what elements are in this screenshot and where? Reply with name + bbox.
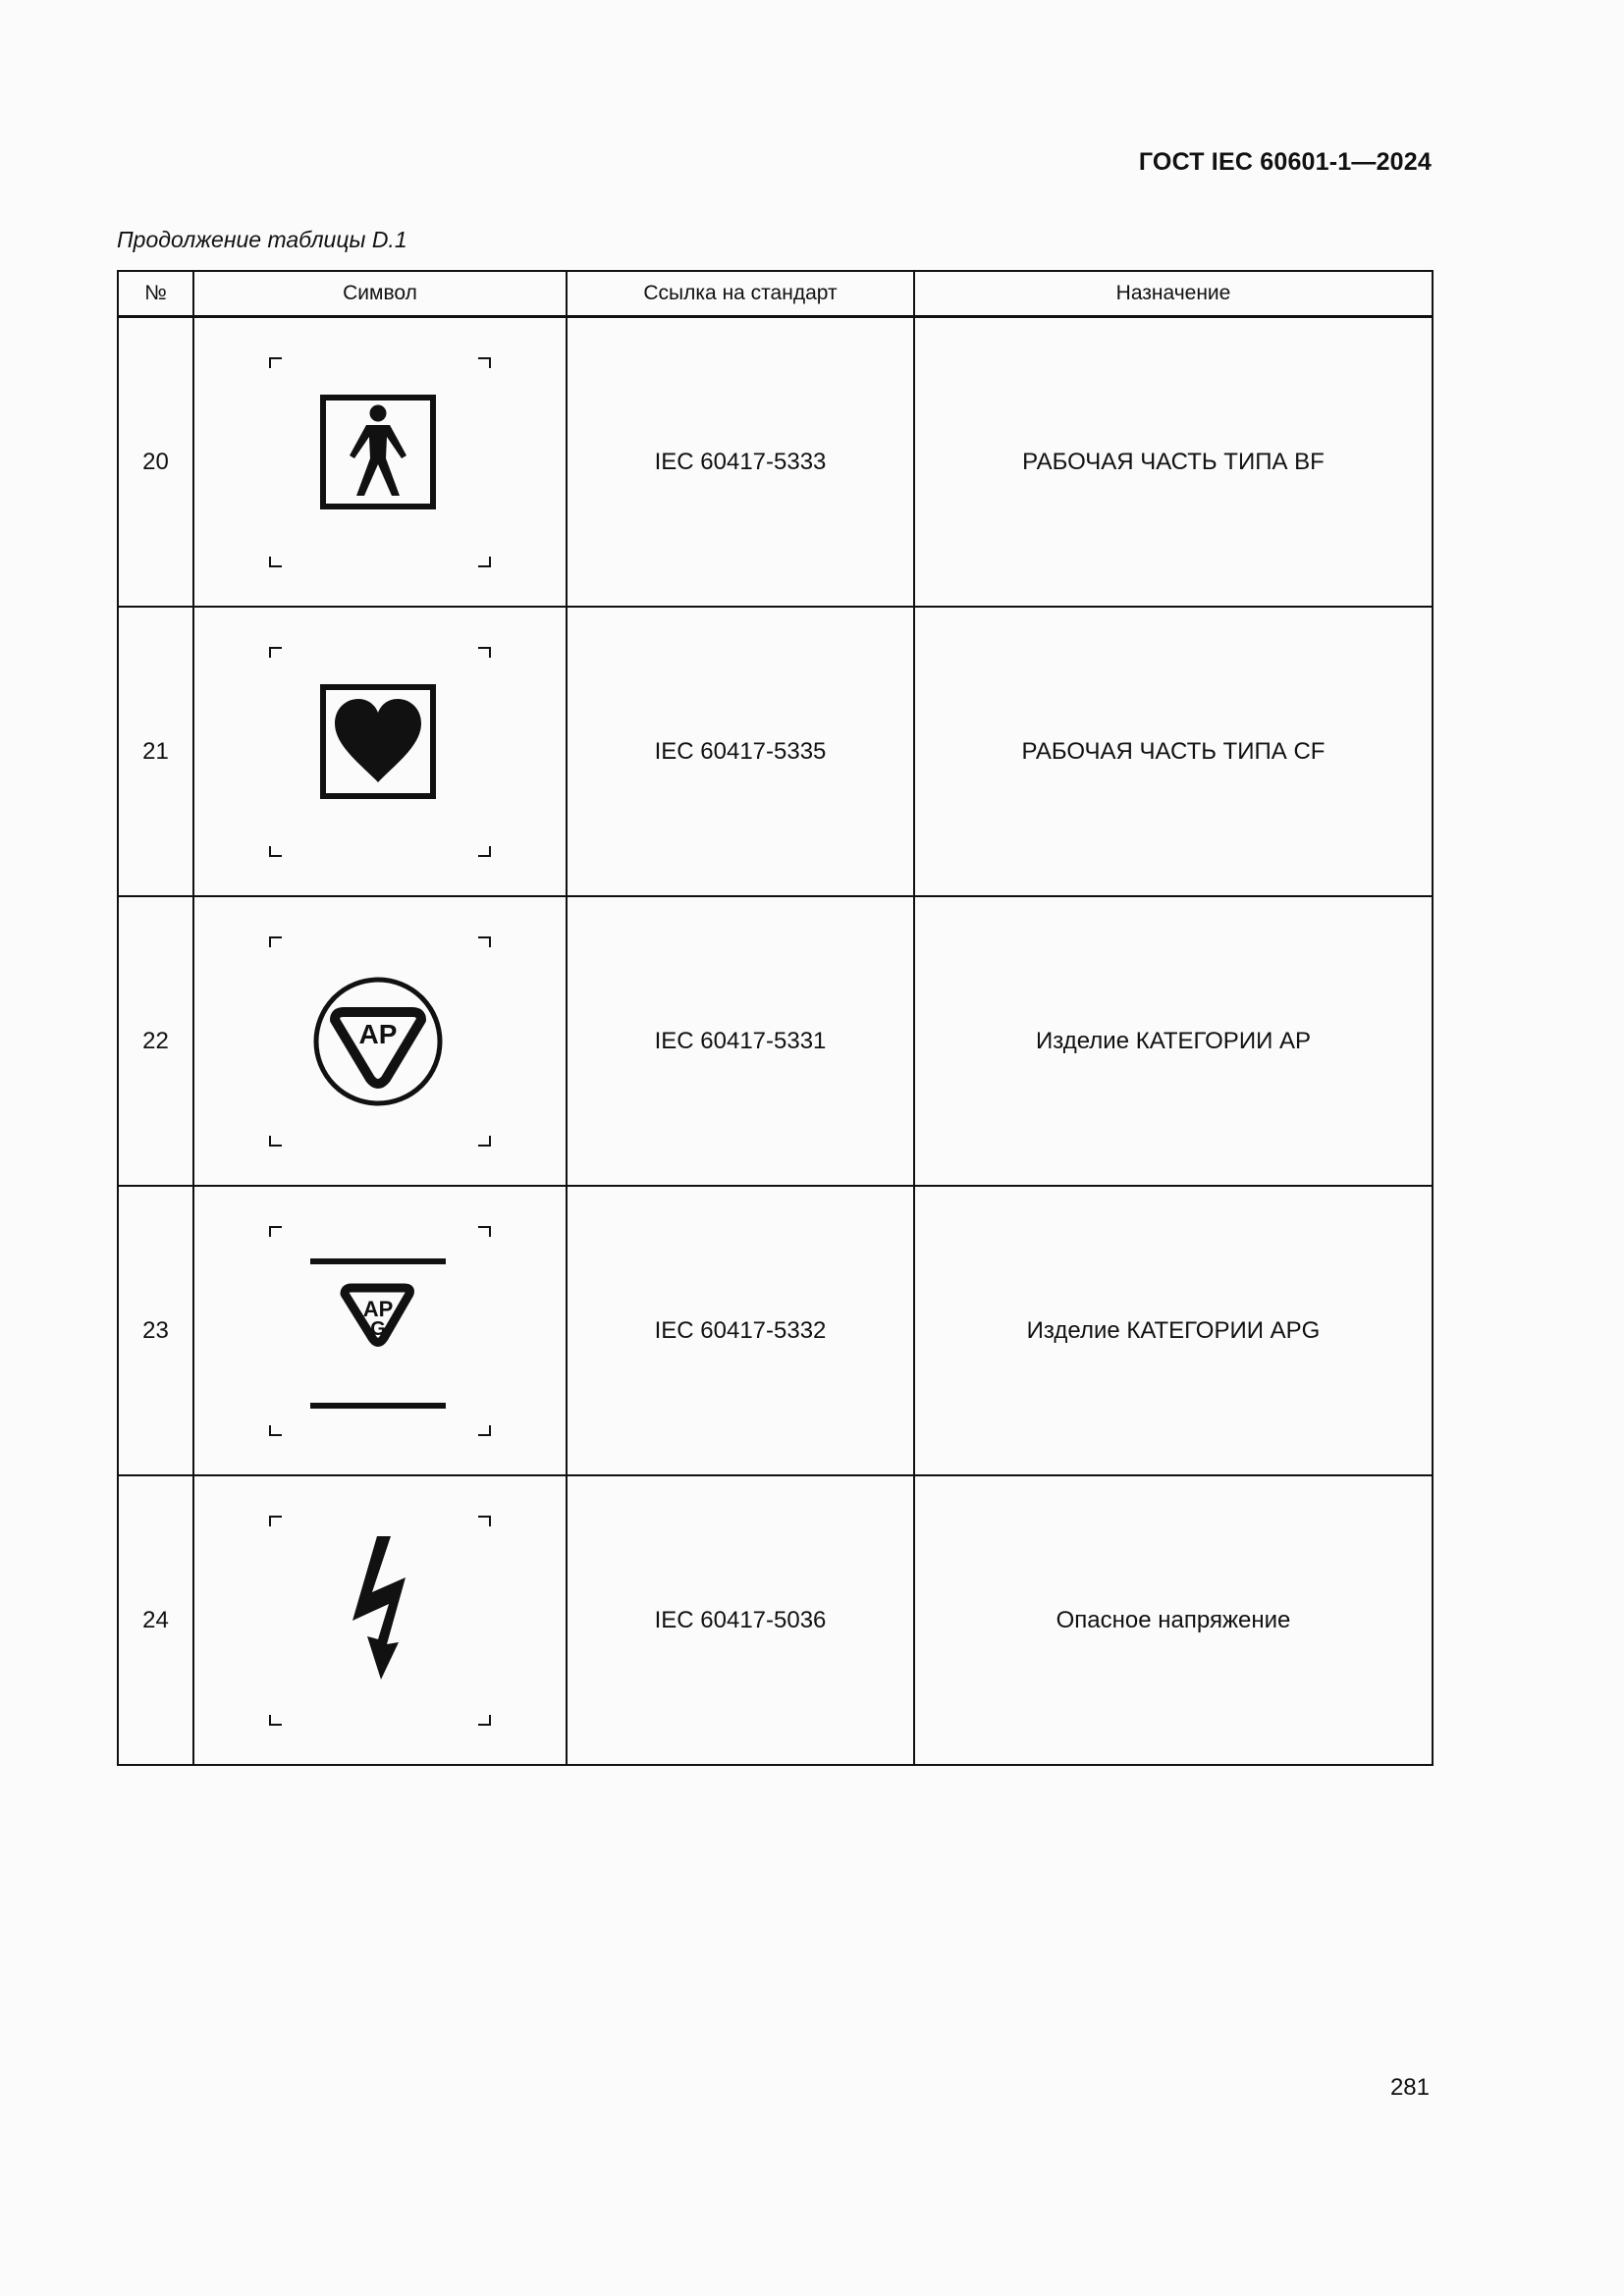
table-row xyxy=(118,896,1433,1186)
row-number: 20 xyxy=(118,317,193,608)
purpose-cell: РАБОЧАЯ ЧАСТЬ ТИПА BF xyxy=(914,317,1433,608)
reference-cell: IEC 60417-5332 xyxy=(567,1186,914,1475)
table-caption: Продолжение таблицы D.1 xyxy=(117,227,407,252)
table-row xyxy=(118,607,1433,896)
page-number: 281 xyxy=(1389,2074,1430,2101)
purpose-cell: Опасное напряжение xyxy=(914,1475,1433,1765)
reference-cell: IEC 60417-5333 xyxy=(567,317,914,608)
category-ap-icon xyxy=(252,914,508,1169)
table-row xyxy=(118,1475,1433,1765)
purpose-cell: Изделие КАТЕГОРИИ AP xyxy=(914,896,1433,1186)
column-header-purpose: Назначение xyxy=(914,271,1433,317)
purpose-cell: РАБОЧАЯ ЧАСТЬ ТИПА CF xyxy=(914,607,1433,896)
dangerous-voltage-icon xyxy=(252,1493,508,1748)
table-row xyxy=(118,1186,1433,1475)
row-number: 21 xyxy=(118,607,193,896)
purpose-cell: Изделие КАТЕГОРИИ APG xyxy=(914,1186,1433,1475)
row-number: 22 xyxy=(118,896,193,1186)
symbol-cell xyxy=(193,896,567,1186)
apg-symbol-text-top: AP xyxy=(362,1296,394,1321)
reference-cell: IEC 60417-5331 xyxy=(567,896,914,1186)
symbol-cell xyxy=(193,1186,567,1475)
column-header-symbol: Символ xyxy=(193,271,567,317)
type-bf-applied-part-icon xyxy=(252,335,508,590)
row-number: 24 xyxy=(118,1475,193,1765)
symbols-table xyxy=(117,270,1434,1766)
table-header-row xyxy=(118,271,1433,317)
type-cf-applied-part-icon xyxy=(252,624,508,880)
symbol-cell xyxy=(193,317,567,608)
category-apg-icon xyxy=(252,1203,508,1459)
row-number: 23 xyxy=(118,1186,193,1475)
symbol-cell xyxy=(193,607,567,896)
reference-cell: IEC 60417-5335 xyxy=(567,607,914,896)
column-header-number: № xyxy=(118,271,193,317)
document-code: ГОСТ IEC 60601-1—2024 xyxy=(1138,148,1432,176)
table-row xyxy=(118,317,1433,608)
reference-cell: IEC 60417-5036 xyxy=(567,1475,914,1765)
apg-symbol-text-bottom: G xyxy=(370,1317,386,1340)
column-header-reference: Ссылка на стандарт xyxy=(567,271,914,317)
ap-symbol-text: AP xyxy=(358,1018,398,1049)
symbol-cell xyxy=(193,1475,567,1765)
